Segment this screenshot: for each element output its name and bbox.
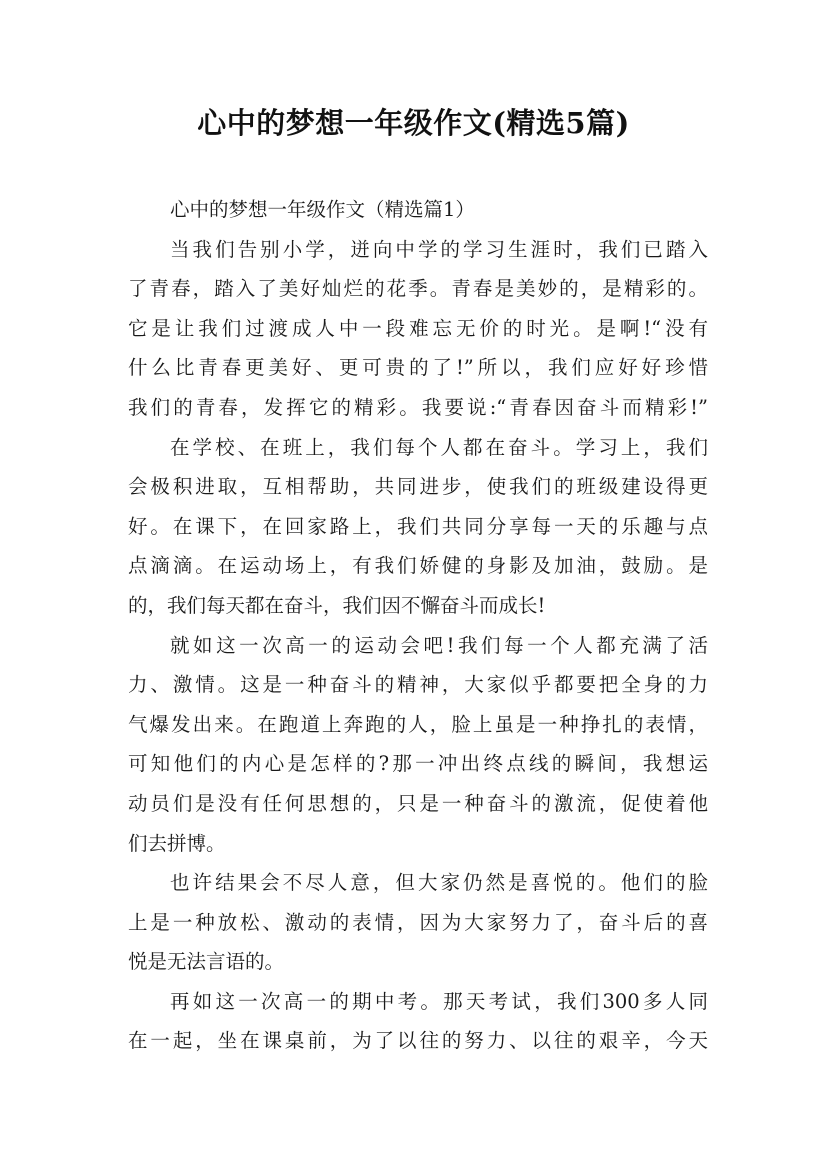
paragraph-1-line-2: 了青春，踏入了美好灿烂的花季。青春是美妙的，是精彩的。 [128, 277, 708, 301]
paragraph-3-line-4: 可知他们的内心是怎样的?那一冲出终点线的瞬间，我想运 [128, 752, 708, 776]
paragraph-1-line-3: 它是让我们过渡成人中一段难忘无价的时光。是啊!“没有 [128, 316, 708, 340]
paragraph-5-line-1: 再如这一次高一的期中考。那天考试，我们300多人同 [170, 989, 708, 1013]
paragraph-3-line-6: 们去拼博。 [128, 831, 226, 855]
paragraph-3-line-5: 动员们是没有任何思想的，只是一种奋斗的激流，促使着他 [128, 791, 708, 815]
section-heading: 心中的梦想一年级作文（精选篇1） [170, 198, 475, 221]
paragraph-1-line-1: 当我们告别小学，迸向中学的学习生涯时，我们已踏入 [170, 237, 708, 261]
paragraph-4-line-1: 也许结果会不尽人意，但大家仍然是喜悦的。他们的脸 [170, 871, 708, 895]
paragraph-5-line-2: 在一起，坐在课桌前，为了以往的努力、以往的艰辛，今天 [128, 1029, 708, 1053]
paragraph-4-line-3: 悦是无法言语的。 [128, 950, 285, 974]
paragraph-2-line-3: 好。在课下，在回家路上，我们共同分享每一天的乐趣与点 [128, 514, 708, 538]
paragraph-3-line-1: 就如这一次高一的运动会吧!我们每一个人都充满了活 [170, 633, 708, 657]
paragraph-1-line-4: 什么比青春更美好、更可贵的了!”所以，我们应好好珍惜 [128, 356, 708, 380]
paragraph-3-line-2: 力、激情。这是一种奋斗的精神，大家似乎都要把全身的力 [128, 673, 708, 697]
paragraph-2-line-4: 点滴滴。在运动场上，有我们娇健的身影及加油，鼓励。是 [128, 554, 708, 578]
paragraph-2-line-1: 在学校、在班上，我们每个人都在奋斗。学习上，我们 [170, 435, 708, 459]
document-body [128, 190, 708, 1061]
paragraph-2-line-2: 会极积进取，互相帮助，共同进步，使我们的班级建设得更 [128, 475, 708, 499]
paragraph-3-line-3: 气爆发出来。在跑道上奔跑的人，脸上虽是一种挣扎的表情， [128, 712, 708, 736]
paragraph-4-line-2: 上是一种放松、激动的表情，因为大家努力了，奋斗后的喜 [128, 910, 708, 934]
paragraph-2-line-5: 的，我们每天都在奋斗，我们因不懈奋斗而成长! [128, 593, 546, 617]
document-title: 心中的梦想一年级作文(精选5篇) [197, 106, 630, 140]
paragraph-1-line-5: 我们的青春，发挥它的精彩。我要说:“青春因奋斗而精彩!” [128, 395, 708, 419]
